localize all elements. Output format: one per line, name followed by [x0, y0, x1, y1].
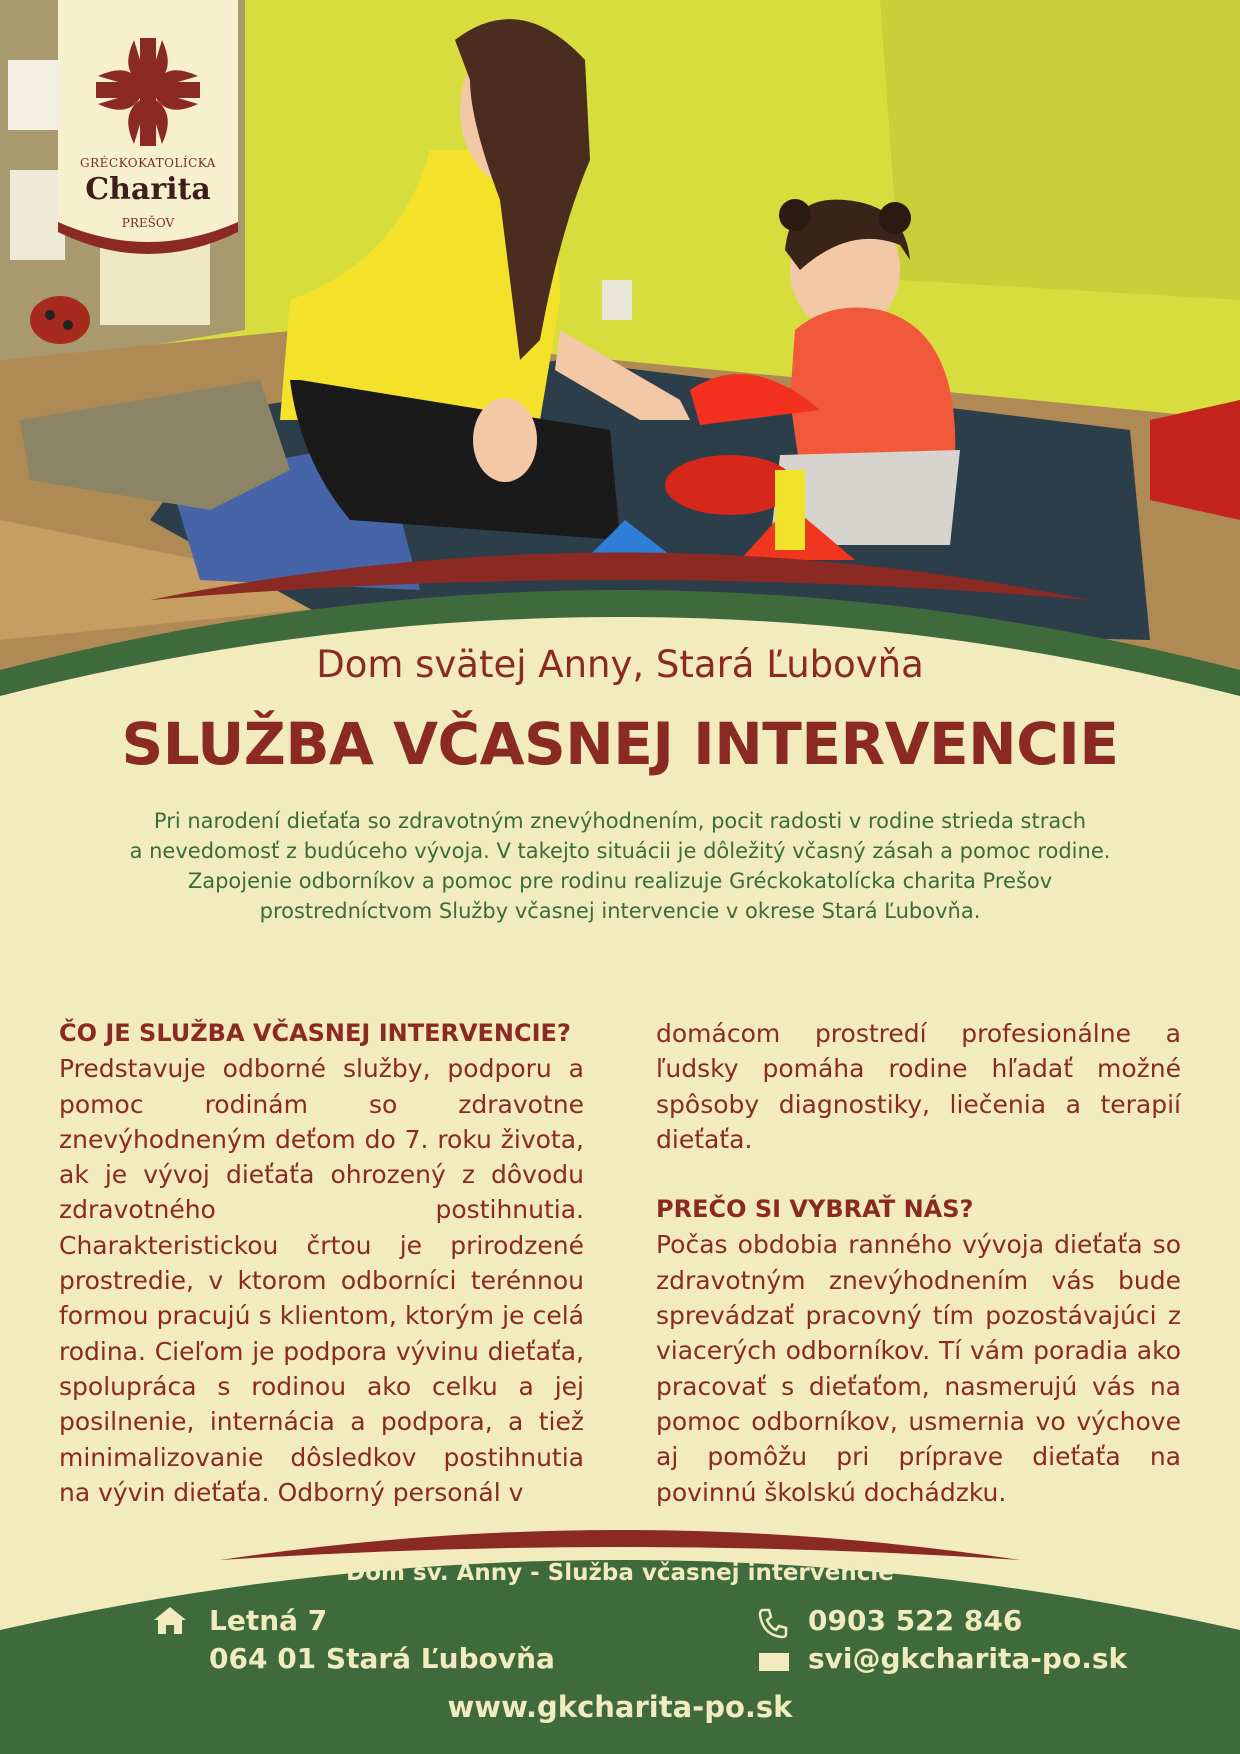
intro-line: prostredníctvom Služby včasnej intervencie v okrese Stará Ľubovňa. — [259, 899, 981, 923]
footer-city: 064 01 Stará Ľubovňa — [209, 1642, 555, 1675]
footer-website-link[interactable]: www.gkcharita-po.sk — [447, 1690, 793, 1724]
footer-phone[interactable]: 0903 522 846 — [808, 1604, 1023, 1637]
footer-street: Letná 7 — [209, 1604, 328, 1637]
section2-heading: PREČO SI VYBRAŤ NÁS? — [656, 1195, 974, 1224]
section1-body-continued: domácom prostredí profesionálne a ľudsky pomáha rodine hľadať možné spôsoby diagnostiky, liečenia a terapií dieťaťa. — [656, 1019, 1181, 1154]
home-icon — [152, 1605, 188, 1635]
email-icon — [758, 1651, 790, 1673]
left-column — [59, 1016, 584, 1510]
phone-icon — [757, 1607, 789, 1639]
logo-line3: PREŠOV — [121, 216, 175, 230]
logo-line2: Charita — [85, 172, 211, 207]
section2-body: Počas obdobia ranného vývoja dieťaťa so zdravotným znevýhodnením vás bude sprevádzať pracovný tím pozostávajúci z viacerých odborníkov. Tí vám poradia ako pracovať s dieťaťom, nasmerujú vás na pomoc odborníkov, usmernia vo výchove aj pomôžu pri príprave dieťaťa na povinnú školskú dochádzku. — [656, 1230, 1181, 1507]
page-subtitle: Dom svätej Anny, Stará Ľubovňa — [316, 643, 924, 686]
intro-line: Zapojenie odborníkov a pomoc pre rodinu realizuje Gréckokatolícka charita Prešov — [187, 869, 1053, 893]
logo-line1: GRÉCKOKATOLÍCKA — [80, 156, 216, 170]
intro-line: Pri narodení dieťaťa so zdravotným znevýhodnením, pocit radosti v rodine strieda strach — [153, 809, 1087, 833]
intro-paragraph — [80, 806, 1160, 926]
header-wave — [0, 540, 1240, 720]
page-title: SLUŽBA VČASNEJ INTERVENCIE — [121, 710, 1119, 778]
intro-line: a nevedomosť z budúceho vývoja. V takejto situácii je dôležitý včasný zásah a pomoc rodine. — [129, 839, 1111, 863]
section1-heading: ČO JE SLUŽBA VČASNEJ INTERVENCIE? — [59, 1019, 571, 1047]
footer-heading: Dom sv. Anny - Služba včasnej intervencie — [346, 1560, 894, 1586]
footer-email[interactable]: svi@gkcharita-po.sk — [808, 1642, 1128, 1675]
right-column — [656, 1016, 1181, 1510]
section1-body: Predstavuje odborné služby, podporu a pomoc rodinám so zdravotne znevýhodneným deťom do 7. roku života, ak je vývoj dieťaťa ohrozený z dôvodu zdravotného postihnutia. Charakteristickou črtou je prirodzené prostredie, v ktorom odborníci terénnou formou pracujú s klientom, ktorým je celá rodina. Cieľom je podpora vývinu dieťaťa, spolupráca s rodinou ako celku a jej posilnenie, internácia a podpora, a tiež minimalizovanie dôsledkov postihnutia na vývin dieťaťa. Odborný personál v — [59, 1054, 584, 1507]
